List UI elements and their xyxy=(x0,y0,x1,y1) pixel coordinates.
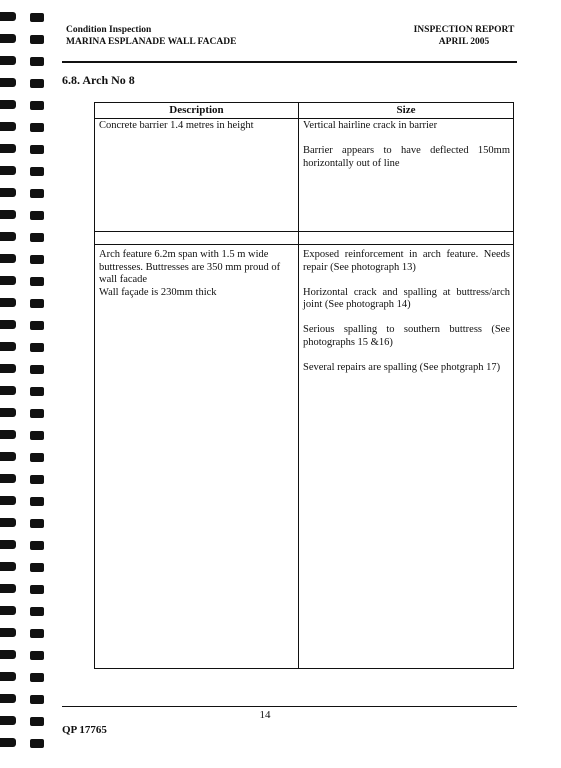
binding-hole xyxy=(30,519,44,528)
binding-hole xyxy=(30,431,44,440)
binding-hole xyxy=(30,409,44,418)
binding-hole xyxy=(30,387,44,396)
binding-hole xyxy=(30,101,44,110)
binding-hole xyxy=(30,607,44,616)
binding-ring xyxy=(0,100,16,109)
row2-size-cell xyxy=(303,249,510,387)
binding-ring xyxy=(0,188,16,197)
column-divider xyxy=(298,103,299,668)
binding-ring xyxy=(0,716,16,725)
binding-hole xyxy=(30,321,44,330)
binding-hole xyxy=(30,123,44,132)
row2-size-text-2: Horizontal crack and spalling at buttress/arch joint (See photograph 14) xyxy=(303,286,510,310)
row1-size-text-2: Barrier appears to have deflected 150mm horizontally out of line xyxy=(303,145,510,169)
column-header-description: Description xyxy=(169,104,224,116)
binding-ring xyxy=(0,562,16,571)
binding-hole xyxy=(30,673,44,682)
row1-size-text-1: Vertical hairline crack in barrier xyxy=(303,120,438,131)
row2-size-text-1: Exposed reinforcement in arch feature. Needs repair (See photograph 13) xyxy=(303,249,510,273)
header-divider xyxy=(95,118,513,119)
page-number: 14 xyxy=(259,709,271,721)
row2-size-text-3: Serious spalling to southern buttress (See photographs 15 &16) xyxy=(303,324,510,348)
binding-hole xyxy=(30,145,44,154)
binding-hole xyxy=(30,233,44,242)
header-project: MARINA ESPLANADE WALL FACADE xyxy=(66,37,237,47)
footer-rule xyxy=(62,706,517,707)
binding-ring xyxy=(0,452,16,461)
row1-description-cell xyxy=(99,120,294,133)
binding-ring xyxy=(0,276,16,285)
header-right xyxy=(408,24,520,48)
header-rule xyxy=(62,61,517,63)
binding-hole xyxy=(30,497,44,506)
binding-hole xyxy=(30,35,44,44)
row-divider-bottom xyxy=(95,244,513,245)
header-subject: Condition Inspection xyxy=(66,25,152,35)
binding-ring xyxy=(0,518,16,527)
binding-hole xyxy=(30,563,44,572)
binding-ring xyxy=(0,628,16,637)
spiral-binding xyxy=(0,0,50,768)
binding-ring xyxy=(0,298,16,307)
binding-hole xyxy=(30,541,44,550)
binding-ring xyxy=(0,540,16,549)
binding-hole xyxy=(30,365,44,374)
binding-hole xyxy=(30,629,44,638)
binding-hole xyxy=(30,475,44,484)
binding-hole xyxy=(30,277,44,286)
binding-ring xyxy=(0,166,16,175)
binding-ring xyxy=(0,78,16,87)
binding-hole xyxy=(30,343,44,352)
inspection-table xyxy=(94,102,514,669)
binding-ring xyxy=(0,122,16,131)
binding-ring xyxy=(0,650,16,659)
header-date: APRIL 2005 xyxy=(438,37,490,47)
binding-ring xyxy=(0,34,16,43)
binding-ring xyxy=(0,56,16,65)
column-header-size: Size xyxy=(396,104,416,116)
row1-size-cell xyxy=(303,120,510,183)
binding-hole xyxy=(30,651,44,660)
binding-hole xyxy=(30,695,44,704)
binding-ring xyxy=(0,254,16,263)
binding-hole xyxy=(30,57,44,66)
binding-hole xyxy=(30,13,44,22)
binding-ring xyxy=(0,364,16,373)
section-title: 6.8. Arch No 8 xyxy=(62,73,135,87)
binding-hole xyxy=(30,299,44,308)
binding-ring xyxy=(0,606,16,615)
header-left xyxy=(66,24,236,48)
binding-hole xyxy=(30,167,44,176)
binding-ring xyxy=(0,496,16,505)
binding-ring xyxy=(0,12,16,21)
binding-ring xyxy=(0,320,16,329)
row2-description-cell xyxy=(99,249,294,299)
document-reference: QP 17765 xyxy=(62,724,107,736)
binding-hole xyxy=(30,79,44,88)
binding-ring xyxy=(0,474,16,483)
binding-hole xyxy=(30,717,44,726)
row2-size-text-4: Several repairs are spalling (See photgraph 17) xyxy=(303,361,501,373)
binding-hole xyxy=(30,585,44,594)
row1-description-text: Concrete barrier 1.4 metres in height xyxy=(99,120,254,131)
binding-ring xyxy=(0,144,16,153)
binding-ring xyxy=(0,342,16,351)
binding-hole xyxy=(30,255,44,264)
binding-ring xyxy=(0,210,16,219)
row-divider-top xyxy=(95,231,513,232)
binding-hole xyxy=(30,211,44,220)
binding-ring xyxy=(0,408,16,417)
binding-ring xyxy=(0,232,16,241)
row2-description-text-1: Arch feature 6.2m span with 1.5 m wide buttresses. Buttresses are 350 mm proud of wall facade xyxy=(99,249,281,285)
binding-ring xyxy=(0,672,16,681)
binding-ring xyxy=(0,584,16,593)
binding-ring xyxy=(0,386,16,395)
binding-hole xyxy=(30,453,44,462)
header-report-type: INSPECTION REPORT xyxy=(413,25,515,35)
binding-ring xyxy=(0,430,16,439)
binding-ring xyxy=(0,694,16,703)
binding-hole xyxy=(30,189,44,198)
binding-hole xyxy=(30,739,44,748)
binding-ring xyxy=(0,738,16,747)
row2-description-text-2: Wall façade is 230mm thick xyxy=(99,286,217,298)
